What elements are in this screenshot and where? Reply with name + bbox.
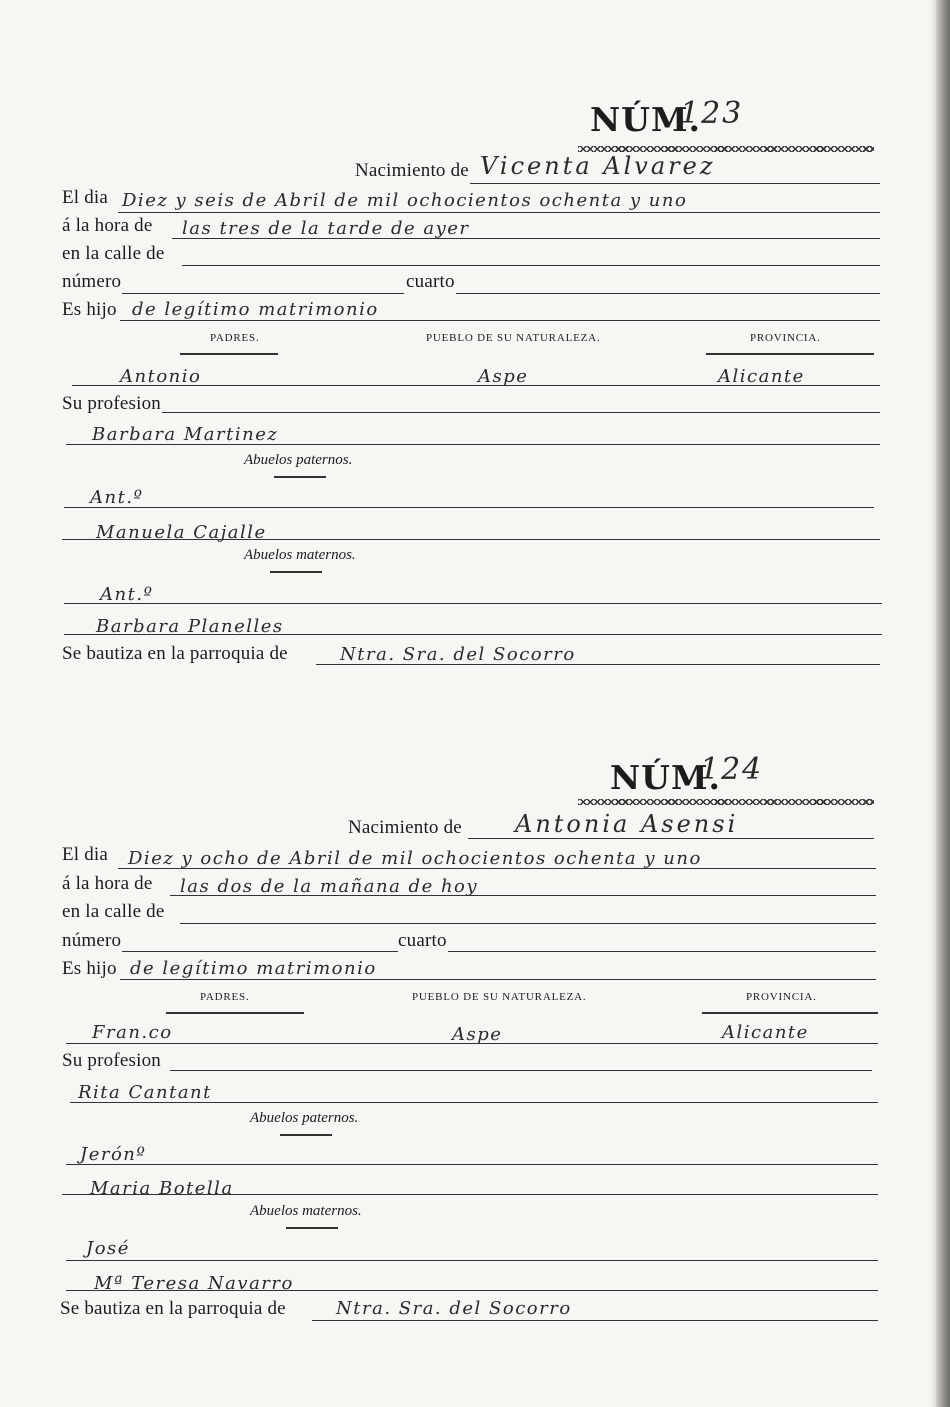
rule [702, 1012, 878, 1014]
pueblo-header: PUEBLO DE SU NATURALEZA. [412, 991, 587, 1003]
rule [316, 664, 880, 665]
rule [64, 507, 874, 508]
es-hijo-label: Es hijo [62, 958, 117, 979]
birth-day: Diez y seis de Abril de mil ochocientos ochenta y uno [122, 190, 688, 211]
padres-header: PADRES. [200, 991, 250, 1003]
rule [456, 293, 880, 294]
maternal-grandfather: José [86, 1238, 130, 1259]
record-number: 124 [700, 752, 764, 787]
rule [270, 571, 322, 573]
birth-hour: las dos de la mañana de hoy [180, 876, 479, 897]
numero-label: número [62, 271, 122, 292]
rule [66, 1043, 878, 1044]
paternal-grandmother: Manuela Cajalle [96, 522, 267, 543]
rule [62, 539, 880, 540]
legitimacy: de legítimo matrimonio [130, 958, 377, 979]
nacimiento-label: Nacimiento de [355, 160, 469, 181]
el-dia-label: El dia [62, 844, 109, 865]
rule [280, 1134, 332, 1136]
abuelos-maternos-label: Abuelos maternos. [250, 1203, 362, 1219]
rule [172, 238, 880, 239]
rule [166, 1012, 304, 1014]
rule [180, 353, 278, 355]
mother-name: Barbara Martinez [92, 424, 279, 445]
rule [170, 1070, 872, 1071]
father-provincia: Alicante [718, 366, 805, 387]
hora-label: á la hora de [62, 215, 153, 236]
ornament-rule [578, 799, 874, 805]
calle-label: en la calle de [62, 901, 165, 922]
rule [66, 1290, 878, 1291]
record-number: 123 [680, 96, 744, 131]
hora-label: á la hora de [62, 873, 153, 894]
rule [170, 895, 876, 896]
rule [70, 1102, 878, 1103]
paternal-grandmother: Maria Botella [90, 1178, 234, 1199]
es-hijo-label: Es hijo [62, 299, 117, 320]
parroquia: Ntra. Sra. del Socorro [336, 1298, 572, 1319]
paternal-grandfather: Jerónº [80, 1144, 147, 1165]
maternal-grandfather: Ant.º [100, 584, 154, 605]
el-dia-label: El dia [62, 187, 109, 208]
rule [66, 444, 880, 445]
rule [448, 951, 876, 952]
abuelos-paternos-label: Abuelos paternos. [244, 452, 353, 468]
mother-name: Rita Cantant [78, 1082, 212, 1103]
nacimiento-label: Nacimiento de [348, 817, 462, 838]
rule [66, 1260, 878, 1261]
rule [64, 603, 882, 604]
profesion-label: Su profesion [62, 1050, 161, 1071]
rule [312, 1320, 878, 1321]
rule [162, 412, 880, 413]
rule [274, 476, 326, 478]
rule [122, 951, 398, 952]
birth-day: Diez y ocho de Abril de mil ochocientos ochenta y uno [128, 848, 702, 869]
father-pueblo: Aspe [478, 366, 529, 387]
rule [66, 1164, 878, 1165]
numero-label: número [62, 930, 122, 951]
bautiza-label: Se bautiza en la parroquia de [60, 1298, 286, 1319]
bautiza-label: Se bautiza en la parroquia de [62, 643, 288, 664]
father-name: Fran.co [92, 1022, 173, 1043]
bleed-through [285, 95, 293, 129]
father-pueblo: Aspe [452, 1024, 503, 1045]
rule [72, 385, 880, 386]
cuarto-label: cuarto [398, 930, 447, 951]
rule [64, 634, 882, 635]
rule [118, 868, 876, 869]
record-number-label: NÚM. [610, 758, 721, 797]
pueblo-header: PUEBLO DE SU NATURALEZA. [426, 332, 601, 344]
abuelos-paternos-label: Abuelos paternos. [250, 1110, 359, 1126]
provincia-header: PROVINCIA. [750, 332, 821, 344]
rule [118, 212, 880, 213]
rule [706, 353, 874, 355]
rule [468, 838, 874, 839]
cuarto-label: cuarto [406, 271, 455, 292]
rule [62, 1194, 878, 1195]
child-name: Vicenta Alvarez [480, 152, 716, 180]
maternal-grandmother: Mª Teresa Navarro [94, 1273, 294, 1294]
birth-hour: las tres de la tarde de ayer [182, 218, 470, 239]
page-edge [936, 0, 950, 1407]
rule [286, 1227, 338, 1229]
abuelos-maternos-label: Abuelos maternos. [244, 547, 356, 563]
rule [470, 183, 880, 184]
parroquia: Ntra. Sra. del Socorro [340, 644, 576, 665]
child-name: Antonia Asensi [515, 810, 739, 838]
provincia-header: PROVINCIA. [746, 991, 817, 1003]
maternal-grandmother: Barbara Planelles [96, 616, 284, 637]
calle-label: en la calle de [62, 243, 165, 264]
record-number-label: NÚM. [590, 100, 701, 139]
profesion-label: Su profesion [62, 393, 161, 414]
rule [122, 293, 404, 294]
father-provincia: Alicante [722, 1022, 809, 1043]
rule [182, 265, 880, 266]
padres-header: PADRES. [210, 332, 260, 344]
rule [120, 320, 880, 321]
rule [180, 923, 876, 924]
father-name: Antonio [120, 366, 202, 387]
rule [120, 979, 876, 980]
paternal-grandfather: Ant.º [90, 487, 144, 508]
legitimacy: de legítimo matrimonio [132, 299, 379, 320]
